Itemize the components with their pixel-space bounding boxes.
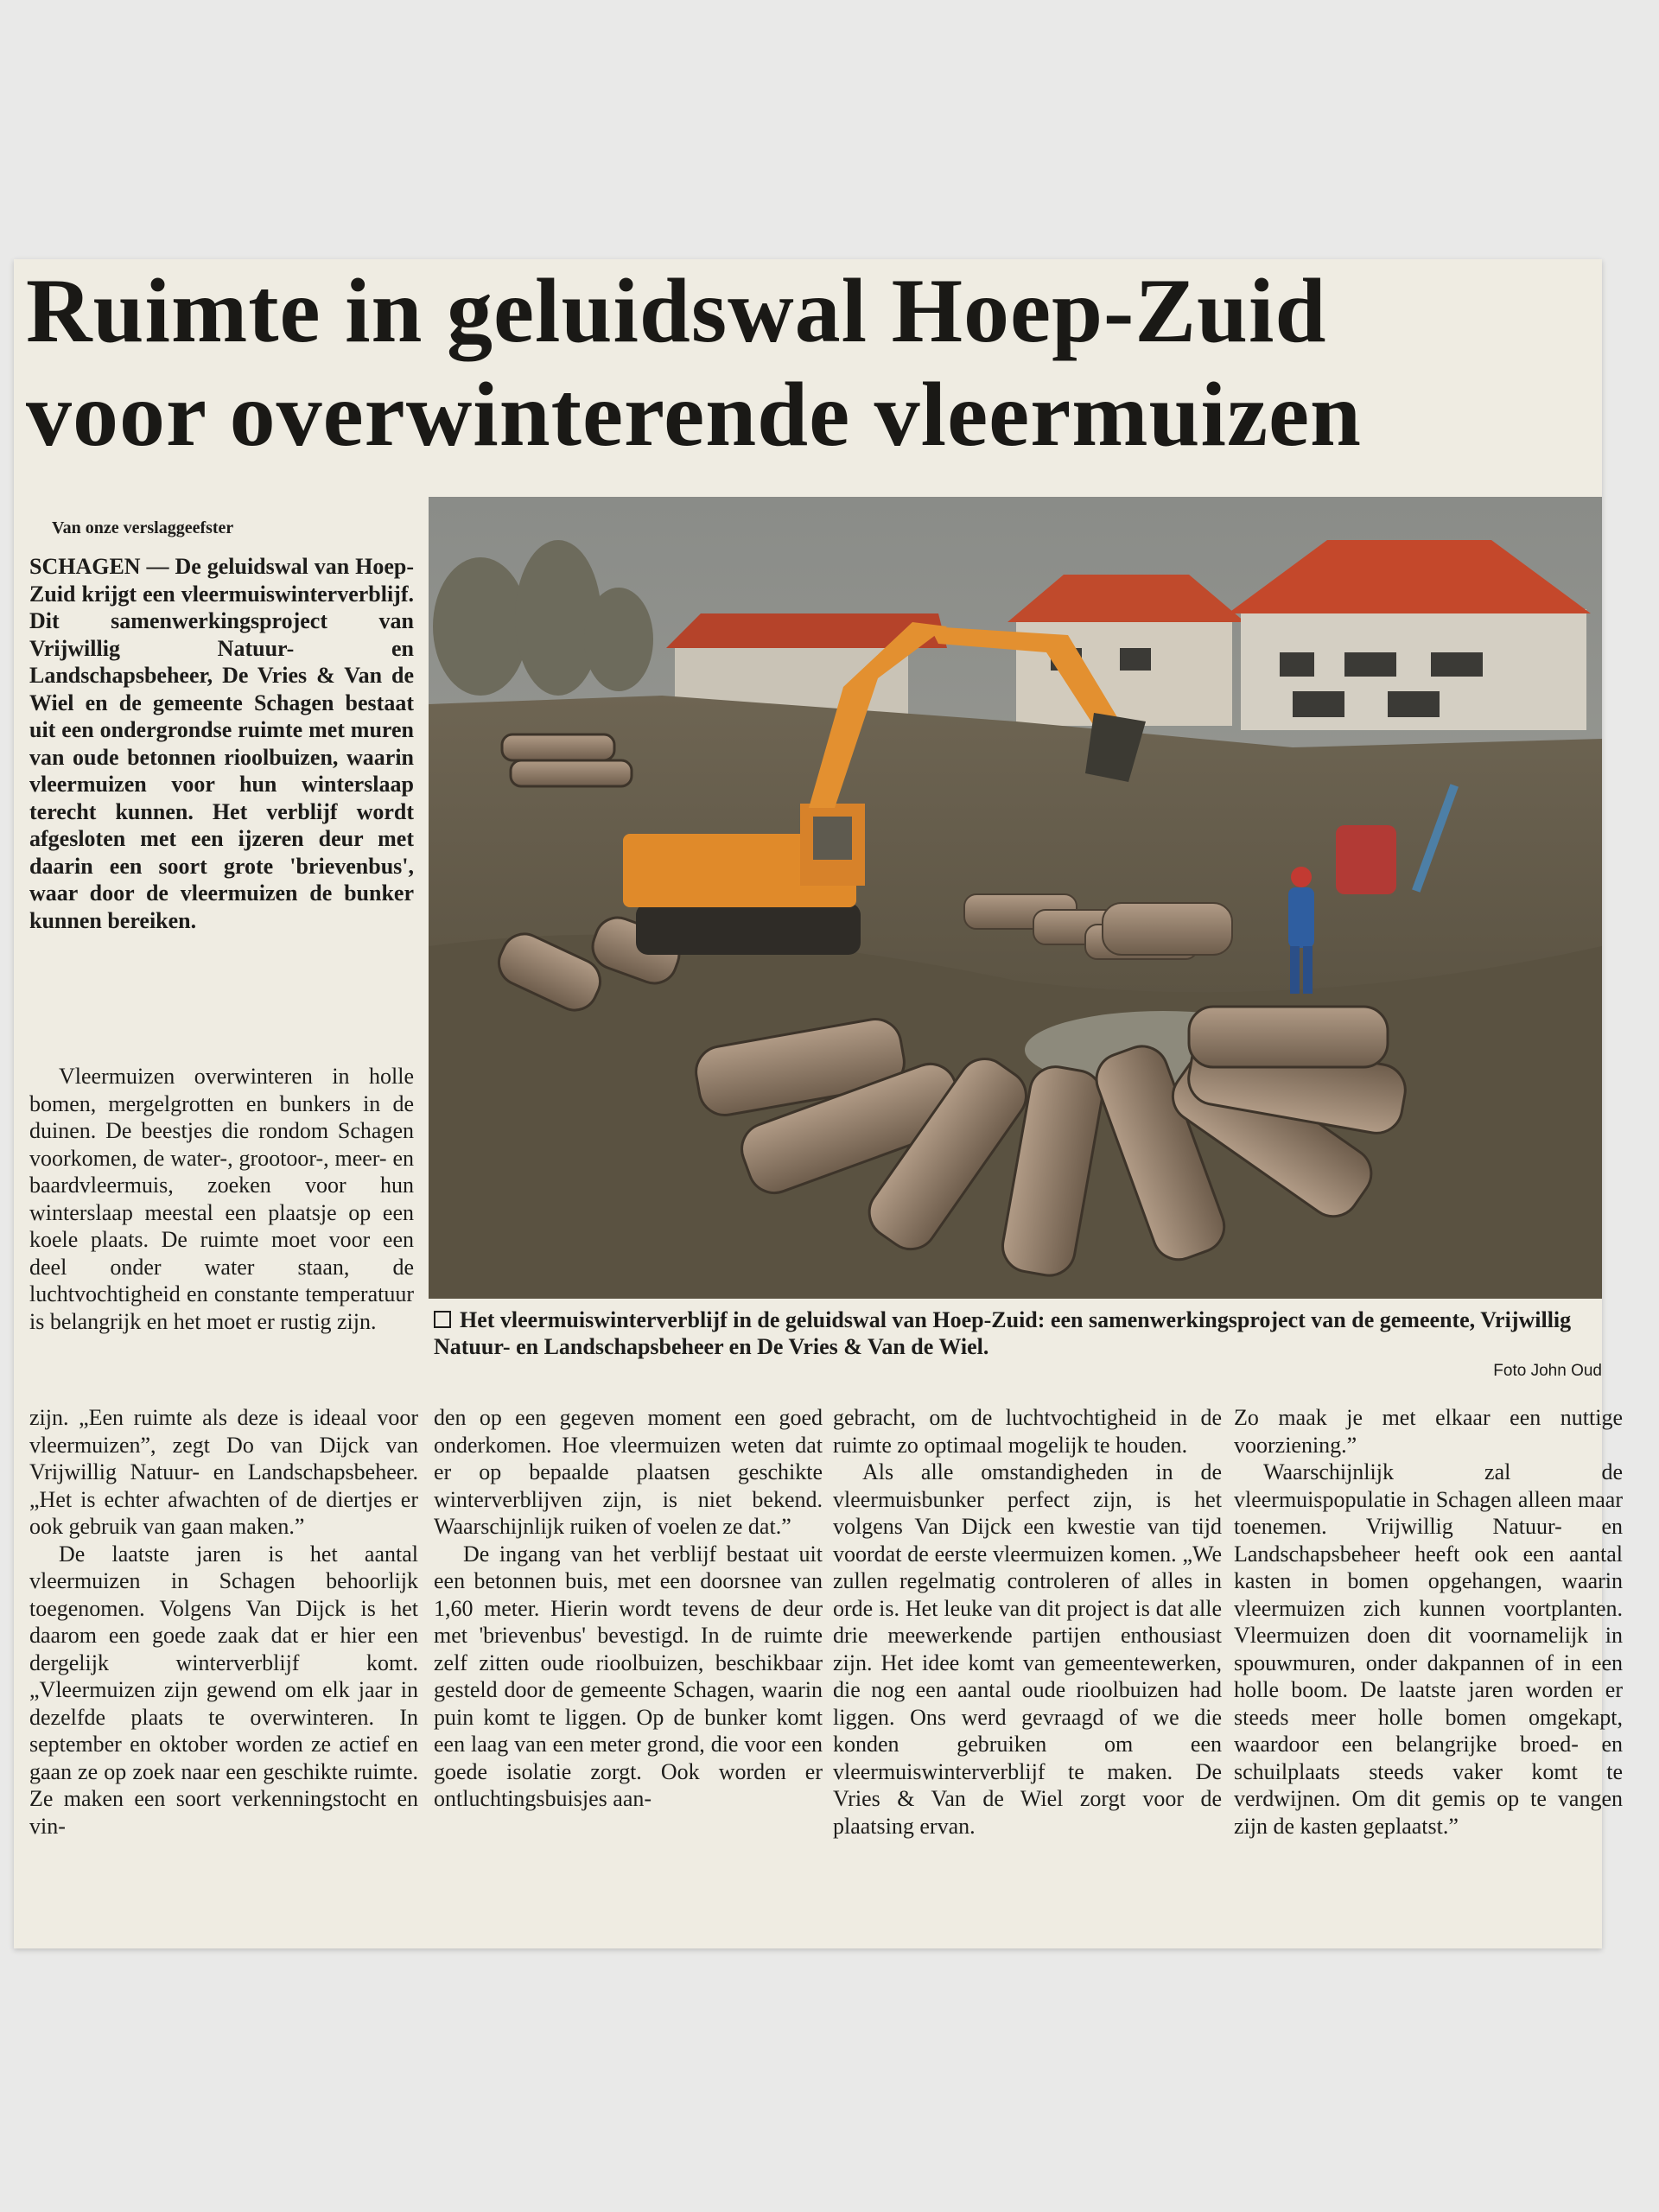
paragraph: De laatste jaren is het aantal vleermuizen in Schagen behoorlijk toegenomen. Volgens Van Dijck is het daarom een goede zaak dat er hier een dergelijk winterverblijf komt. „Vleermuizen zijn gewend om elk jaar in dezelfde plaats te overwinteren. In september en oktober worden ze actief en gaan ze op zoek naar een geschikte ruimte. Ze maken een soort verkenningstocht en vin- — [29, 1541, 418, 1839]
paragraph: De ingang van het verblijf bestaat uit een betonnen buis, met een doorsnee van 1,60 meter. Hierin wordt tevens de deur met 'brievenbus' bevestigd. In de ruimte zelf zitten oude rioolbuizen, beschikbaar gesteld door de gemeente Schagen, waarin puin komt te liggen. Op de bunker komt een laag van een meter grond, die voor een goede isolatie zorgt. Ook worden er ontluchtingsbuisjes aan- — [434, 1541, 823, 1811]
headline-line-1: Ruimte in geluidswal Hoep-Zuid — [26, 260, 1327, 361]
paragraph: Waarschijnlijk zal de vleermuispopulatie in Schagen alleen maar toenemen. Vrijwillig Natuur- en Landschapsbeheer heeft ook een aantal kasten in bomen opgehangen, waarin vleermuizen zich kunnen voortplanten. Vleermuizen doen dit voornamelijk in spouwmuren, onder dakpannen of in een holle boom. De laatste jaren worden er steeds meer holle bomen omgekapt, waardoor een belangrijke broed- en schuilplaats steeds vaker komt te verdwijnen. Om dit gemis op te vangen zijn de kasten geplaatst.” — [1234, 1459, 1623, 1839]
paragraph: Zo maak je met elkaar een nuttige voorziening.” — [1234, 1405, 1623, 1458]
column-d — [1234, 1404, 1623, 1840]
column-a-top — [29, 1063, 414, 1335]
photo-credit: Foto John Oud — [1493, 1362, 1602, 1380]
caption-text: Het vleermuiswinterverblijf in de geluidswal van Hoep-Zuid: een samenwerkingsproject van de gemeente, Vrijwillig Natuur- en Landschapsbeheer en De Vries & Van de Wiel. — [434, 1307, 1572, 1359]
newspaper-clipping — [14, 259, 1623, 1948]
headline — [26, 259, 1590, 467]
lead-paragraph: SCHAGEN — De geluidswal van Hoep-Zuid krijgt een vleermuiswinterverblijf. Dit samenwerkingsproject van Vrijwillig Natuur- en Landschapsbeheer, De Vries & Van de Wiel en de gemeente Schagen bestaat uit een ondergrondse ruimte met muren van oude betonnen rioolbuizen, waarin vleermuizen voor hun winterslaap terecht kunnen. Het verblijf wordt afgesloten met een ijzeren deur met daarin een soort grote 'brievenbus', waar door de vleermuizen de bunker kunnen bereiken. — [29, 554, 414, 933]
caption-box-icon — [434, 1311, 451, 1328]
paragraph: gebracht, om de luchtvochtigheid in de ruimte zo optimaal mogelijk te houden. — [833, 1405, 1222, 1458]
column-c — [833, 1404, 1222, 1840]
headline-line-2: voor overwinterende vleermuizen — [26, 364, 1363, 465]
photo-illustration — [429, 497, 1602, 1299]
paragraph: Als alle omstandigheden in de vleermuisbunker perfect zijn, is het volgens Van Dijck een kwestie van tijd voordat de eerste vleermuizen komen. „We zullen regelmatig controleren of alles in orde is. Het leuke van dit project is dat alle drie meewerkende partijen enthousiast zijn. Het idee komt van gemeentewerken, die nog een aantal oude rioolbuizen had liggen. Ons werd gevraagd of we die konden gebruiken om een vleermuiswinterverblijf te maken. De Vries & Van de Wiel zorgt voor de plaatsing ervan. — [833, 1459, 1222, 1839]
byline: Van onze verslaggeefster — [52, 518, 234, 537]
paragraph: den op een gegeven moment een goed onderkomen. Hoe vleermuizen weten dat er op bepaalde plaatsen geschikte winterverblijven zijn, is niet bekend. Waarschijnlijk ruiken of voelen ze dat.” — [434, 1405, 823, 1539]
paragraph: Vleermuizen overwinteren in holle bomen, mergelgrotten en bunkers in de duinen. De beestjes die rondom Schagen voorkomen, de water-, grootoor-, meer- en baardvleermuis, zoeken voor hun winterslaap meestal een plaatsje op een koele plaats. De ruimte moet voor een deel onder water staan, de luchtvochtigheid en constante temperatuur is belangrijk en het moet er rustig zijn. — [29, 1064, 414, 1334]
construction-photo — [429, 497, 1602, 1299]
photo-caption — [434, 1306, 1602, 1360]
column-b — [434, 1404, 823, 1813]
column-a-bottom — [29, 1404, 418, 1840]
paragraph: zijn. „Een ruimte als deze is ideaal voor vleermuizen”, zegt Do van Dijck van Vrijwillig Natuur- en Landschapsbeheer. „Het is echter afwachten of de diertjes er ook gebruik van gaan maken.” — [29, 1405, 418, 1539]
